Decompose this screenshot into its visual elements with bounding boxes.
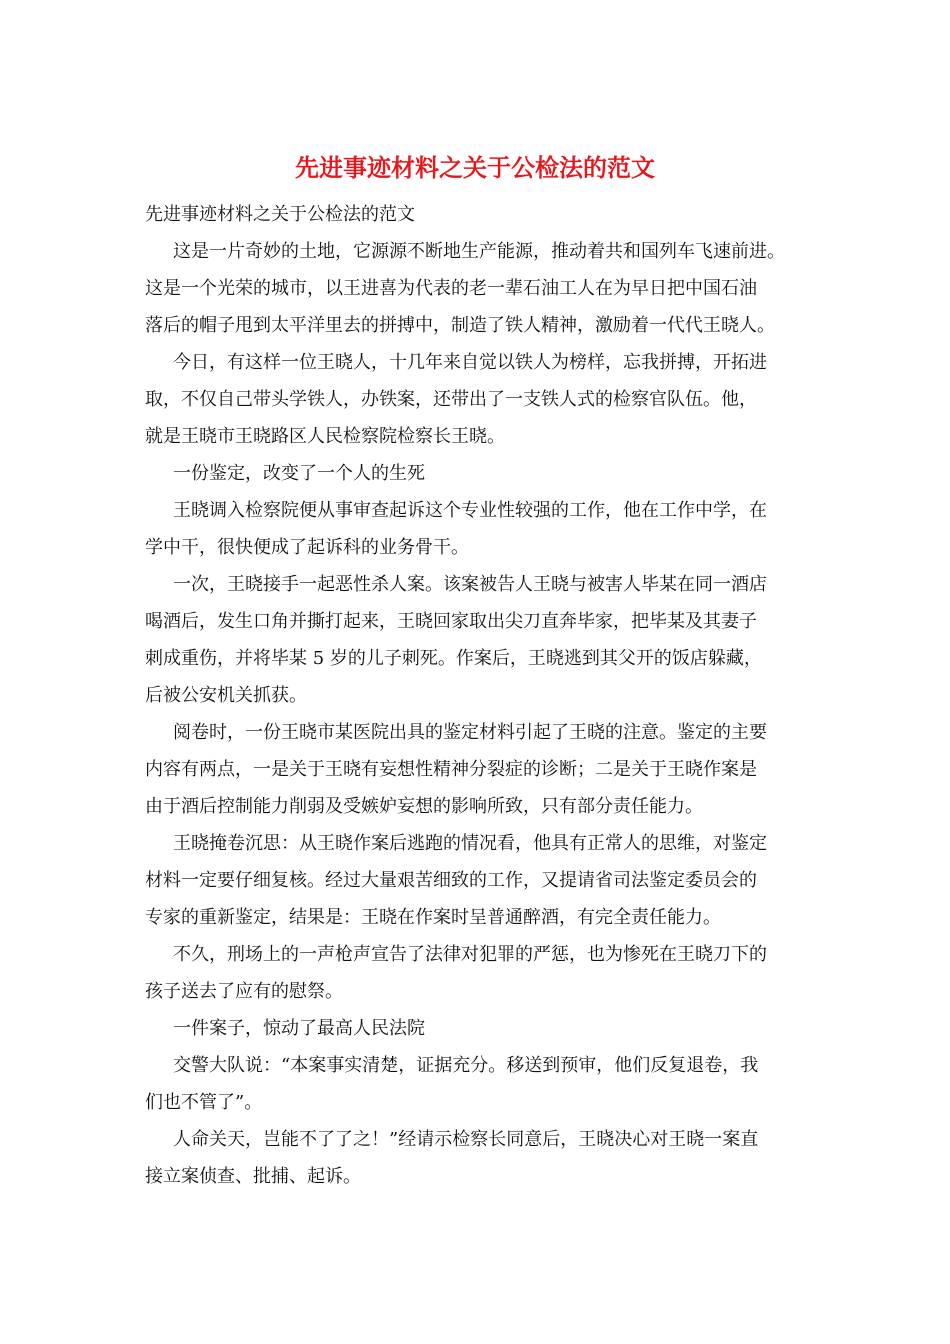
text-line: 王晓调入检察院便从事审查起诉这个专业性较强的工作，他在工作中学，在 [173,500,767,521]
text-line: 一次，王晓接手一起恶性杀人案。该案被告人王晓与被害人毕某在同一酒店 [173,574,767,595]
text-line: 专家的重新鉴定，结果是：王晓在作案时呈普通醉酒，有完全责任能力。 [145,907,721,928]
text-line: 落后的帽子甩到太平洋里去的拼搏中，制造了铁人精神，激励着一代代王晓人。 [145,315,775,336]
text-line: 这是一片奇妙的土地，它源源不断地生产能源，推动着共和国列车飞速前进。 [173,241,785,262]
text-line: 王晓掩卷沉思：从王晓作案后逃跑的情况看，他具有正常人的思维，对鉴定 [173,833,767,854]
document-title: 先进事迹材料之关于公检法的范文 [295,153,655,182]
text-line: 这是一个光荣的城市，以王进喜为代表的老一辈石油工人在为早日把中国石油 [145,278,757,299]
text-line: 内容有两点，一是关于王晓有妄想性精神分裂症的诊断；二是关于王晓作案是 [145,759,757,780]
text-line: 交警大队说：“本案事实清楚，证据充分。移送到预审，他们反复退卷，我 [173,1055,759,1076]
text-line: 就是王晓市王晓路区人民检察院检察长王晓。 [145,426,505,447]
text-line: 刺成重伤，并将毕某 5 岁的儿子刺死。作案后，王晓逃到其父开的饭店躲藏， [145,648,762,669]
text-line: 由于酒后控制能力削弱及受嫉妒妄想的影响所致，只有部分责任能力。 [145,796,703,817]
text-line: 一件案子，惊动了最高人民法院 [173,1018,425,1039]
text-line: 们也不管了”。 [145,1092,263,1113]
text-line: 后被公安机关抓获。 [145,685,307,706]
text-line: 取，不仅自己带头学铁人，办铁案，还带出了一支铁人式的检察官队伍。他， [145,389,757,410]
text-line: 阅卷时，一份王晓市某医院出具的鉴定材料引起了王晓的注意。鉴定的主要 [173,722,767,743]
text-line: 材料一定要仔细复核。经过大量艰苦细致的工作，又提请省司法鉴定委员会的 [145,870,757,891]
text-line: 学中干，很快便成了起诉科的业务骨干。 [145,537,469,558]
text-line: 接立案侦查、批捕、起诉。 [145,1166,361,1187]
document-body [145,196,810,1195]
text-line: 人命关天，岂能不了了之！”经请示检察长同意后，王晓决心对王晓一案直 [173,1129,759,1150]
text-line: 不久，刑场上的一声枪声宣告了法律对犯罪的严惩，也为惨死在王晓刀下的 [173,944,767,965]
text-line: 一份鉴定，改变了一个人的生死 [173,463,425,484]
text-line: 今日，有这样一位王晓人，十几年来自觉以铁人为榜样，忘我拼搏，开拓进 [173,352,767,373]
text-line: 孩子送去了应有的慰祭。 [145,981,343,1002]
text-line: 先进事迹材料之关于公检法的范文 [145,204,415,225]
text-line: 喝酒后，发生口角并撕打起来，王晓回家取出尖刀直奔毕家，把毕某及其妻子 [145,611,757,632]
